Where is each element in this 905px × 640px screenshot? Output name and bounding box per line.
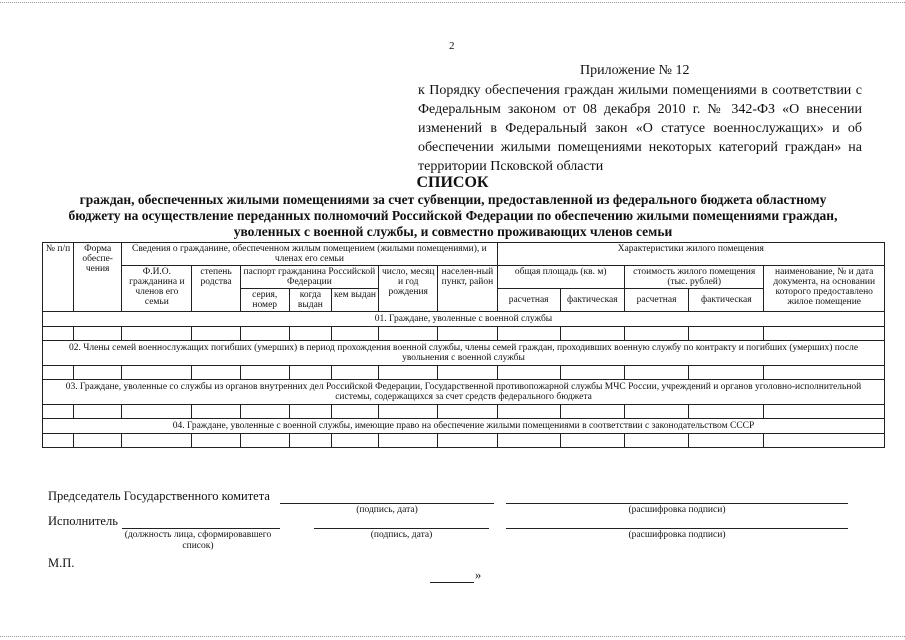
empty-cell xyxy=(240,366,289,380)
header-fio: Ф.И.О. гражданина и членов его семьи xyxy=(122,266,192,312)
header-locality: населен-ный пункт, район xyxy=(438,266,497,312)
section-row-03: 03. Граждане, уволенные со службы из органов внутренних дел Российской Федерации, Государственной противопожарной службы МЧС России, учреждений и органов уголовно-исполнительной системы, содержащихся за счет средств федерального бюджета xyxy=(43,380,885,405)
header-citizen-info: Сведения о гражданине, обеспеченном жилым помещением (жилыми помещениями), и членах его семьи xyxy=(122,243,497,266)
empty-row xyxy=(43,366,885,380)
header-cost-actual: фактическая xyxy=(689,289,764,312)
executor-decoding-caption: (расшифровка подписи) xyxy=(628,530,726,540)
chairman-signature-line xyxy=(280,503,494,504)
empty-cell xyxy=(560,327,624,341)
citizens-table xyxy=(42,242,885,448)
empty-cell xyxy=(764,366,885,380)
empty-cell xyxy=(560,405,624,419)
header-housing: Характеристики жилого помещения xyxy=(497,243,884,266)
empty-cell xyxy=(379,405,438,419)
header-passport: паспорт гражданина Российской Федерации xyxy=(240,266,378,289)
section-row-02: 02. Члены семей военнослужащих погибших (умерших) в период прохождения военной службы, члены семей граждан, проходивших военную службу по контракту и погибших (умерших) после увольнения с военной службы xyxy=(43,341,885,366)
header-kinship: степень родства xyxy=(192,266,240,312)
executor-position-line xyxy=(122,528,280,529)
empty-cell xyxy=(43,327,74,341)
header-cost-estimated: расчетная xyxy=(624,289,688,312)
executor-signature-caption: (подпись, дата) xyxy=(370,530,433,540)
executor-label: Исполнитель xyxy=(48,514,118,528)
empty-cell xyxy=(240,434,289,448)
empty-cell xyxy=(560,366,624,380)
empty-cell xyxy=(122,327,192,341)
chairman-decoding-line xyxy=(506,503,848,504)
empty-row xyxy=(43,327,885,341)
empty-cell xyxy=(289,327,331,341)
page-number: 2 xyxy=(449,40,455,52)
header-form: Форма обеспе-чения xyxy=(74,243,122,312)
empty-row xyxy=(43,434,885,448)
empty-cell xyxy=(379,366,438,380)
empty-cell xyxy=(497,327,560,341)
executor-position-caption: (должность лица, сформировавшего список) xyxy=(124,530,272,551)
executor-decoding-line xyxy=(506,528,848,529)
empty-cell xyxy=(379,327,438,341)
empty-cell xyxy=(289,405,331,419)
empty-cell xyxy=(764,327,885,341)
empty-cell xyxy=(560,434,624,448)
executor-signature-line xyxy=(314,528,489,529)
empty-cell xyxy=(192,366,240,380)
appendix-title: Приложение № 12 xyxy=(580,63,690,78)
empty-cell xyxy=(438,405,497,419)
empty-cell xyxy=(122,405,192,419)
empty-cell xyxy=(497,405,560,419)
empty-cell xyxy=(764,434,885,448)
section-row-04: 04. Граждане, уволенные с военной службы, имеющие право на обеспечение жилыми помещениями в соответствии с законодательством СССР xyxy=(43,419,885,434)
header-cost: стоимость жилого помещения (тыс. рублей) xyxy=(624,266,763,289)
stamp-label: М.П. xyxy=(48,556,75,570)
empty-cell xyxy=(192,327,240,341)
empty-cell xyxy=(689,366,764,380)
empty-cell xyxy=(74,366,122,380)
empty-cell xyxy=(438,434,497,448)
empty-cell xyxy=(689,327,764,341)
empty-cell xyxy=(497,434,560,448)
empty-cell xyxy=(289,434,331,448)
empty-cell xyxy=(331,366,378,380)
empty-cell xyxy=(624,405,688,419)
header-document: наименование, № и дата документа, на основании которого предоставлено жилое помещение xyxy=(764,266,885,312)
header-series: серия, номер xyxy=(240,289,289,312)
header-who-issued: кем выдан xyxy=(331,289,378,312)
document-title: СПИСОК xyxy=(416,174,489,191)
empty-cell xyxy=(331,434,378,448)
header-birth-date: число, месяц и год рождения xyxy=(379,266,438,312)
header-area-actual: фактическая xyxy=(560,289,624,312)
empty-cell xyxy=(74,327,122,341)
empty-cell xyxy=(379,434,438,448)
empty-cell xyxy=(289,366,331,380)
chairman-decoding-caption: (расшифровка подписи) xyxy=(628,505,726,515)
appendix-text: к Порядку обеспечения граждан жилыми помещениями в соответствии с Федеральным законом от 08 декабря 2010 г. № 342-ФЗ «О внесении изменений в Федеральный закон «О статусе военнослужащих» и об обеспечении жилыми помещениями некоторых категорий граждан» на территории Псковской области xyxy=(418,83,862,174)
empty-cell xyxy=(240,405,289,419)
empty-cell xyxy=(624,434,688,448)
section-row-01: 01. Граждане, уволенные с военной службы xyxy=(43,312,885,327)
closing-quote: » xyxy=(475,568,482,582)
empty-cell xyxy=(122,434,192,448)
empty-cell xyxy=(43,366,74,380)
empty-cell xyxy=(438,327,497,341)
chairman-signature-caption: (подпись, дата) xyxy=(356,505,418,515)
empty-cell xyxy=(74,405,122,419)
empty-cell xyxy=(624,366,688,380)
empty-cell xyxy=(240,327,289,341)
empty-cell xyxy=(43,434,74,448)
empty-row xyxy=(43,405,885,419)
empty-cell xyxy=(43,405,74,419)
empty-cell xyxy=(689,405,764,419)
chairman-label: Председатель Государственного комитета xyxy=(48,489,270,503)
empty-cell xyxy=(497,366,560,380)
scan-edge-top xyxy=(0,2,905,4)
header-when-issued: когда выдан xyxy=(289,289,331,312)
document-subtitle: граждан, обеспеченных жилыми помещениями за счет субвенции, предоставленной из федерального бюджета областному бюджету на осуществление переданных полномочий Российской Федерации по обеспечению жилыми помещениями граждан, уволенных с военной службы, и совместно проживающих членов семьи xyxy=(68,192,838,239)
empty-cell xyxy=(764,405,885,419)
empty-cell xyxy=(624,327,688,341)
empty-cell xyxy=(74,434,122,448)
empty-cell xyxy=(192,405,240,419)
empty-cell xyxy=(331,405,378,419)
empty-cell xyxy=(438,366,497,380)
empty-cell xyxy=(331,327,378,341)
closing-line xyxy=(430,582,474,583)
empty-cell xyxy=(192,434,240,448)
empty-cell xyxy=(122,366,192,380)
header-total-area: общая площадь (кв. м) xyxy=(497,266,624,289)
scan-edge-bottom xyxy=(0,636,905,638)
header-num: № п/п xyxy=(43,243,74,312)
empty-cell xyxy=(689,434,764,448)
header-area-estimated: расчетная xyxy=(497,289,560,312)
